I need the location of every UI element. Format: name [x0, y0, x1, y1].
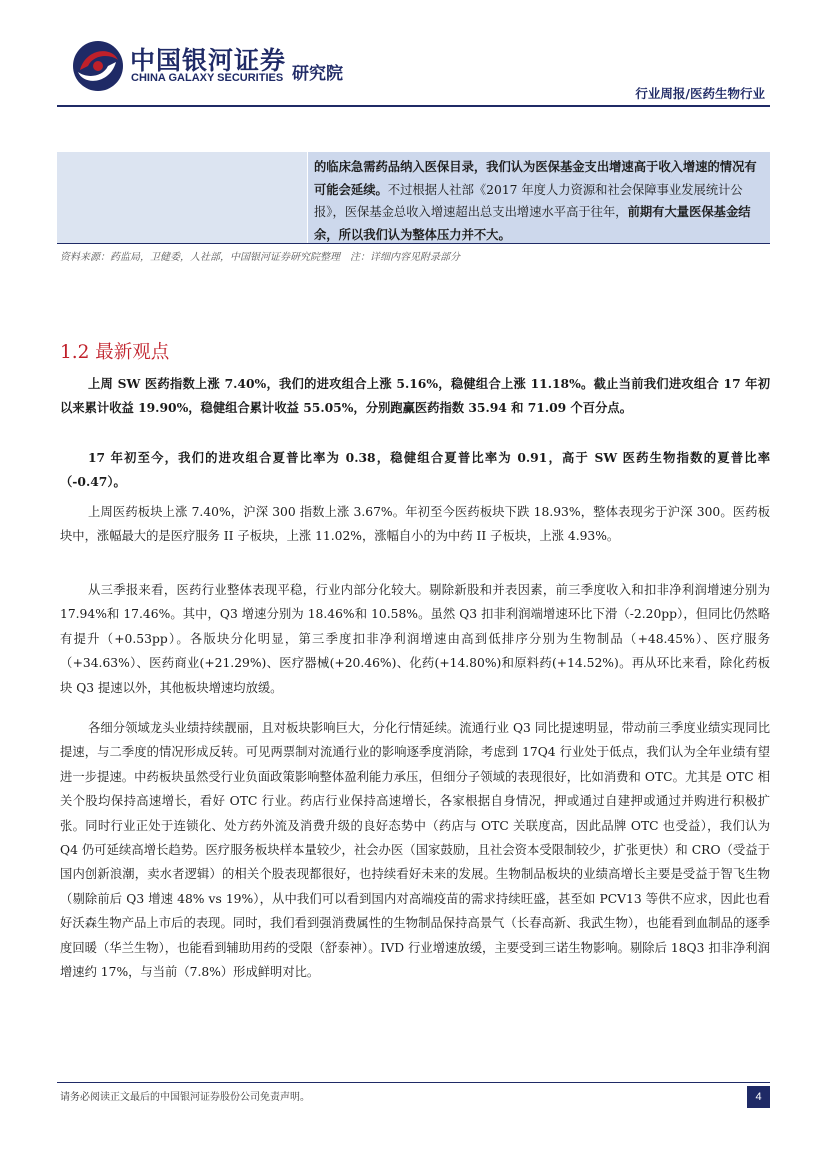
table-text-bold-2: 前期有大量医保基金结余，所以我们认为整体压力并不大。	[314, 204, 751, 242]
table-right-cell	[308, 152, 770, 243]
report-category: 行业周报/医药生物行业	[635, 86, 765, 101]
paragraph-q3-review: 从三季报来看，医药行业整体表现平稳，行业内部分化较大。剔除新股和并表因素，前三季度收入和扣非净利润增速分别为 17.94%和 17.46%。其中，Q3 增速分别为 18.46%和 10.58%。虽然 Q3 扣非利润端增速环比下滑（-2.20pp），但同比仍然略有提升（+0.53pp）。各版块分化明显，第三季度扣非净利润增速由高到低排序分别为生物制品（+48.45%）、医疗服务（+34.63%）、医药商业(+21.29%)、医疗器械(+20.46%)、化药(+14.80%)和原料药(+14.52%)。再从环比来看，除化药板块 Q3 提速以外，其他板块增速均放缓。	[60, 583, 770, 695]
galaxy-logo-icon	[72, 40, 124, 92]
paragraph-sharpe: 17 年初至今，我们的进攻组合夏普比率为 0.38，稳健组合夏普比率为 0.91，高于 SW 医药生物指数的夏普比率（-0.47）。	[60, 450, 770, 490]
paragraph-block-4	[60, 578, 770, 700]
footer-divider	[57, 1082, 770, 1083]
table-left-cell	[57, 152, 308, 243]
page-number: 4	[747, 1086, 770, 1108]
paragraph-block-2	[60, 446, 770, 495]
paragraph-performance: 上周 SW 医药指数上涨 7.40%，我们的进攻组合上涨 5.16%，稳健组合上涨 11.18%。截止当前我们进攻组合 17 年初以来累计收益 19.90%，稳健组合累计收益 55.05%，分别跑赢医药指数 35.94 和 71.09 个百分点。	[60, 376, 770, 416]
paragraph-weekly-market: 上周医药板块上涨 7.40%，沪深 300 指数上涨 3.67%。年初至今医药板块下跌 18.93%，整体表现劣于沪深 300。医药板块中，涨幅最大的是医疗服务 II 子板块，上涨 11.02%，涨幅自小的为中药 II 子板块，上涨 4.93%。	[60, 505, 770, 544]
paragraph-block-3	[60, 500, 770, 549]
source-note: 资料来源：药监局，卫健委，人社部，中国银河证券研究院整理 注：详细内容见附录部分	[60, 252, 460, 263]
table-bottom-border	[57, 243, 770, 244]
paragraph-block-5	[60, 716, 770, 984]
brand-name-cn: 中国银河证券	[130, 46, 287, 75]
table-text-bold-1: 的临床急需药品纳入医保目录，我们认为医保基金支出增速高于收入增速的情况有可能会延续。	[314, 159, 757, 197]
header-divider	[57, 105, 770, 107]
institute-label: 研究院	[292, 64, 343, 84]
footer-disclaimer: 请务必阅读正文最后的中国银河证券股份公司免责声明。	[60, 1092, 310, 1103]
paragraph-block-1	[60, 372, 770, 421]
table-text-normal: 不过根据人社部《2017 年度人力资源和社会保障事业发展统计公报》，医保基金总收入增速超出总支出增速水平高于往年，	[314, 182, 743, 220]
brand-name-en: CHINA GALAXY SECURITIES	[131, 72, 284, 84]
paragraph-subsector-analysis: 各细分领域龙头业绩持续靓丽，且对板块影响巨大，分化行情延续。流通行业 Q3 同比提速明显，带动前三季度业绩实现同比提速，与二季度的情况形成反转。可见两票制对流通行业的影响逐季度消除，考虑到 17Q4 行业处于低点，我们认为全年业绩有望进一步提速。中药板块虽然受行业负面政策影响整体盈利能力承压，但细分子领域的表现很好，比如消费和 OTC。尤其是 OTC 相关个股均保持高速增长，看好 OTC 行业。药店行业保持高速增长，各家根据自身情况，押或通过自建押或通过并购进行积极扩张。同时行业正处于连锁化、处方药外流及消费升级的良好态势中（药店与 OTC 关联度高，因此品牌 OTC 也受益），我们认为 Q4 仍可延续高增长趋势。医疗服务板块样本量较少，社会办医（国家鼓励，且社会资本受限制较少，扩张更快）和 CRO（受益于国内创新浪潮，卖水者逻辑）的相关个股表现都很好，也持续看好未来的发展。生物制品板块的业绩高增长主要是受益于智飞生物（剔除前后 Q3 增速 48% vs 19%），从中我们可以看到国内对高端疫苗的需求持续旺盛，甚至如 PCV13 等供不应求，因此也看好沃森生物产品上市后的表现。同时，我们看到强消费属性的生物制品保持高景气（长春高新、我武生物），也能看到血制品的逐季度回暖（华兰生物），也能看到辅助用药的受限（舒泰神）。IVD 行业增速放缓，主要受到三诺生物影响。剔除后 18Q3 扣非净利润增速约 17%，与当前（7.8%）形成鲜明对比。	[60, 721, 770, 980]
section-title: 1.2 最新观点	[60, 342, 170, 363]
